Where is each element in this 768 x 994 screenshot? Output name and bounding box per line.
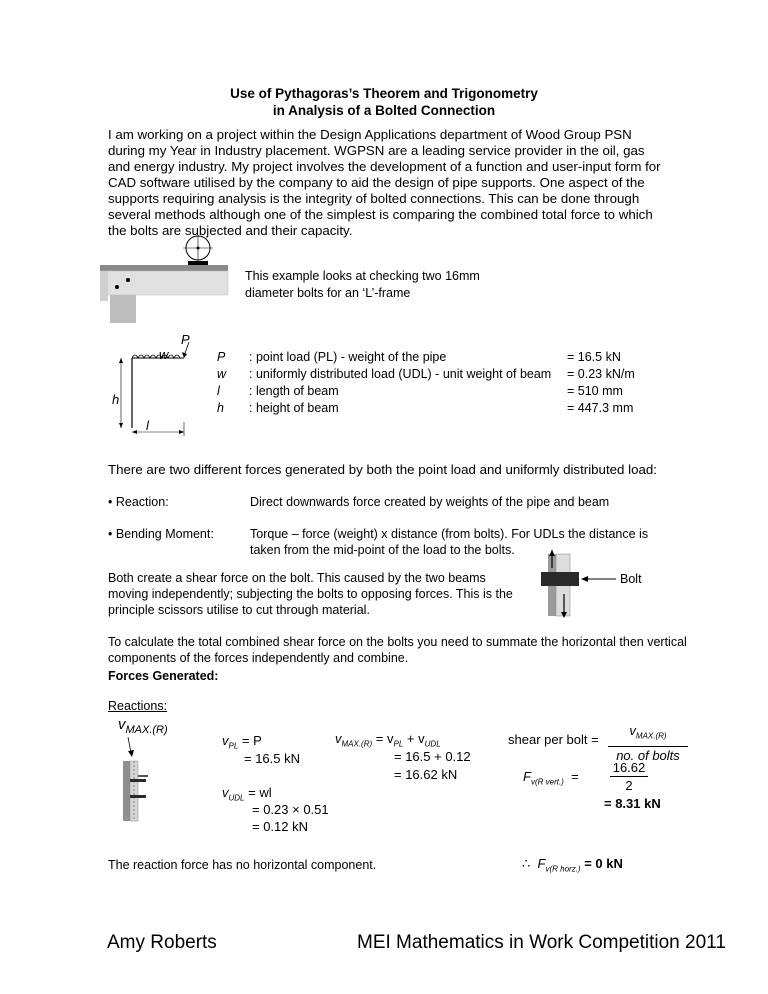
document-title — [0, 85, 768, 119]
bolt-label: Bolt — [620, 572, 642, 586]
example-caption-line-2: diameter bolts for an ‘L’-frame — [245, 286, 411, 300]
diagram-label-w: w — [159, 347, 169, 362]
variable-symbol: h — [217, 401, 224, 415]
eq-fv-numerator: 16.62 — [610, 759, 648, 777]
eq-fv-sub: v(R vert.) — [530, 777, 564, 787]
eq-vmax-lhs: v — [335, 731, 342, 746]
footer-author: Amy Roberts — [107, 932, 217, 953]
eq-vpl-value: = 16.5 kN — [244, 751, 301, 766]
no-horizontal-text: The reaction force has no horizontal component. — [108, 858, 377, 872]
reaction-diagram-label — [118, 716, 168, 736]
bullet-bending-moment — [108, 526, 214, 543]
diagram-label-p: P — [181, 332, 190, 347]
eq-spb-num: v — [629, 723, 636, 738]
reaction-diagram-v: v — [118, 716, 126, 733]
variables-symbols — [217, 349, 226, 417]
variables-descriptions — [249, 349, 551, 417]
eq-vudl-lhs: v — [222, 785, 229, 800]
intro-paragraph: I am working on a project within the Design Applications department of Wood Group PSN during my Year in Industry placement. WGPSN are a leading service provider in the oil, gas and energy industry. My project involves the development of a function and user-input form for CAD software utilised by the company to aid the design of pipe supports. One aspect of the supports requiring analysis is the integrity of bolted connections. This can be done through several methods although one of the simplest is comparing the combined total force to which the bolts are subjected and their capacity. — [108, 127, 661, 238]
bullet-term: Reaction: — [115, 495, 169, 509]
variable-value: = 447.3 mm — [567, 401, 634, 415]
variable-description: : length of beam — [249, 384, 339, 398]
eq-fv-vert: $F_{v(R vert.)}$ = — [523, 769, 579, 787]
variable-value: = 0.23 kN/m — [567, 367, 635, 381]
eq-shear-per-bolt-denominator: no. of bolts — [616, 747, 680, 763]
bullet-dot-icon: • — [108, 527, 116, 541]
eq-vpl-sub: PL — [228, 741, 239, 751]
diagram-label-h: h — [112, 392, 120, 407]
eq-spb-num-sub: MAX.(R) — [635, 731, 667, 741]
variable-value: = 16.5 kN — [567, 350, 621, 364]
eq-fh-value: = 0 kN — [584, 856, 623, 871]
calc-paragraph: To calculate the total combined shear force on the bolts you need to summate the horizontal then vertical components of the forces independently and combine. — [108, 635, 687, 665]
reaction-diagram-sub: MAX.(R) — [125, 724, 168, 736]
variable-description: : point load (PL) - weight of the pipe — [249, 350, 447, 364]
eq-fv-denominator: 2 — [625, 778, 633, 793]
title-line-2: in Analysis of a Bolted Connection — [272, 103, 496, 118]
eq-vmax-rhs-b-sub: UDL — [424, 739, 441, 749]
eq-fh — [522, 855, 623, 878]
eq-fh-lhs: F — [537, 856, 546, 871]
footer-competition: MEI Mathematics in Work Competition 2011 — [357, 932, 726, 953]
variable-description: : height of beam — [249, 401, 339, 415]
variable-symbol: w — [217, 367, 227, 381]
reaction-diagram — [115, 735, 165, 825]
frame-diagram — [100, 235, 230, 325]
eq-shear-per-bolt-fraction — [608, 722, 688, 764]
bullet-description: Direct downwards force created by weights of the pipe and beam — [250, 495, 610, 509]
eq-vmax-value: = 16.62 kN — [394, 767, 458, 782]
bullet-term: Bending Moment: — [115, 527, 214, 541]
variable-value: = 510 mm — [567, 384, 623, 398]
eq-vudl-value: = 0.12 kN — [252, 819, 309, 834]
eq-fv-value: = 8.31 kN — [604, 796, 661, 811]
variables-values — [567, 349, 635, 417]
shear-paragraph: Both create a shear force on the bolt. This caused by the two beams moving independently; subjecting the bolts to opposing forces. This is the principle scissors utilise to cut through material. — [108, 571, 513, 617]
eq-vudl-rhs: = wl — [248, 785, 272, 800]
bullet-description: Torque – force (weight) x distance (from bolts). For UDLs the distance is taken from the mid-point of the load to the bolts. — [250, 527, 649, 557]
eq-vpl-lhs: v — [222, 733, 229, 748]
bullet-dot-icon: • — [108, 495, 116, 509]
eq-fv-fraction — [610, 759, 648, 794]
eq-fh-sub: v(R horz.) — [545, 864, 581, 874]
eq-shear-per-bolt-numerator — [608, 722, 688, 747]
title-line-1: Use of Pythagoras’s Theorem and Trigonometry — [230, 86, 538, 101]
eq-fv-lhs: F — [523, 769, 531, 784]
eq-vpl-rhs: = P — [241, 733, 262, 748]
beam-load-diagram — [105, 330, 205, 440]
eq-vudl-step: = 0.23 × 0.51 — [252, 802, 329, 817]
example-caption-line-1: This example looks at checking two 16mm — [245, 269, 480, 283]
eq-vudl-sub: UDL — [228, 793, 245, 803]
bullet-reaction — [108, 494, 169, 511]
eq-vmax-step: = 16.5 + 0.12 — [394, 749, 471, 764]
reactions-heading: Reactions: — [108, 699, 168, 713]
therefore-icon: ∴ — [522, 856, 531, 871]
forces-heading: Forces Generated: — [108, 669, 219, 683]
eq-vmax-sub: MAX.(R) — [341, 739, 373, 749]
example-caption — [245, 268, 480, 302]
eq-shear-per-bolt-label: shear per bolt = — [508, 732, 599, 747]
forces-intro: There are two different forces generated by both the point load and uniformly distributed load: — [108, 462, 657, 477]
eq-vmax-rhs-b: + v — [403, 731, 425, 746]
eq-vmax-rhs-a-sub: PL — [393, 739, 404, 749]
variable-symbol: l — [217, 384, 220, 398]
eq-vmax-rhs-a: = v — [375, 731, 394, 746]
diagram-label-l: l — [146, 418, 149, 433]
variable-description: : uniformly distributed load (UDL) - unit weight of beam — [249, 367, 552, 381]
variable-symbol: P — [217, 350, 226, 364]
